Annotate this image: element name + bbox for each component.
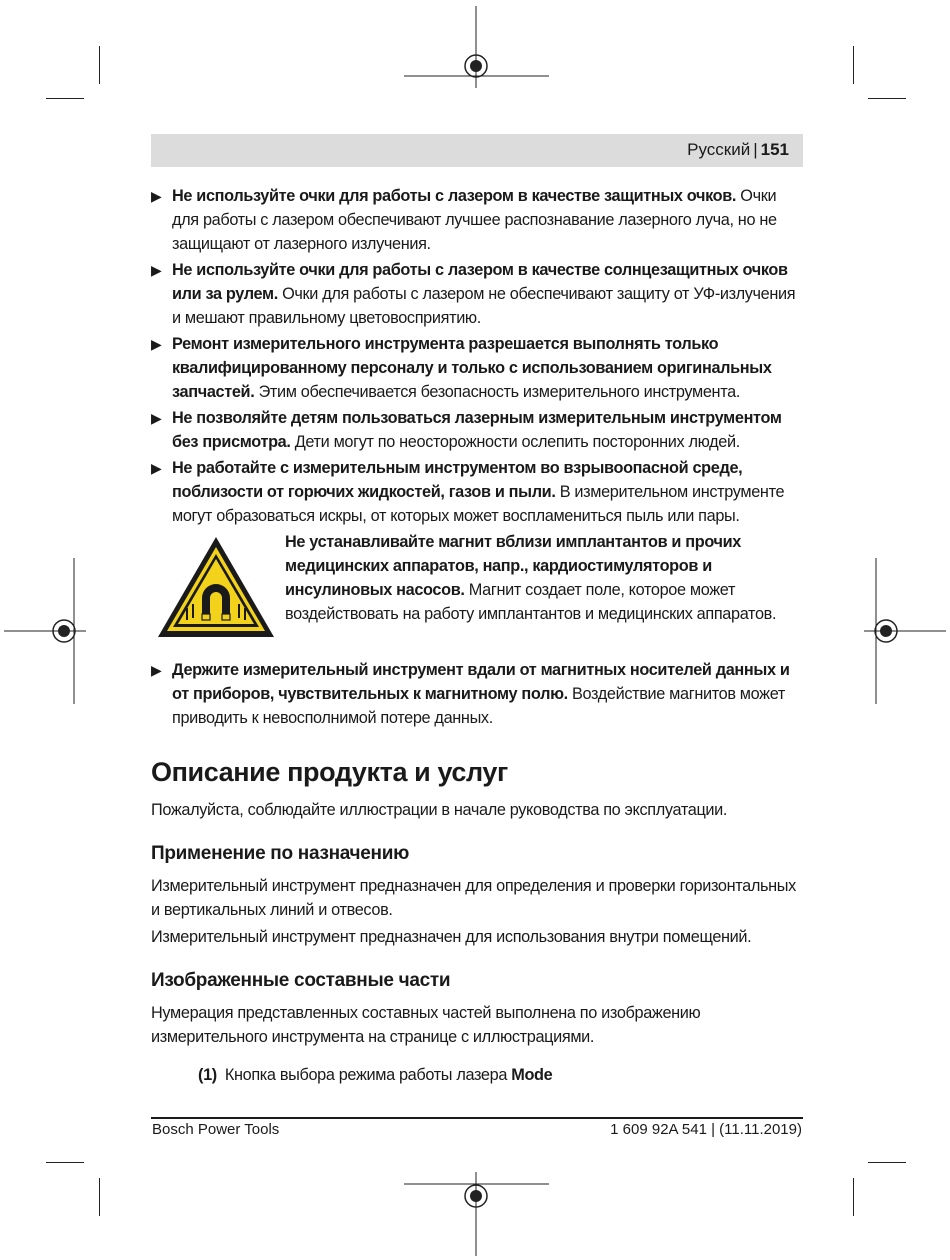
component-item — [198, 1063, 803, 1087]
components-heading: Изображенные составные части — [151, 970, 451, 991]
crop-mark — [868, 98, 906, 99]
registration-mark-icon — [404, 1172, 549, 1256]
crop-mark — [46, 1162, 84, 1163]
page-content — [151, 184, 803, 1087]
magnet-warning-bold: Не устанавливайте магнит вблизи имплантантов и прочих медицинских аппаратов, напр., кардиостимуляторов и инсулиновых насосов. — [285, 533, 741, 599]
crop-mark — [99, 1178, 100, 1216]
components-paragraph: Нумерация представленных составных частей выполнена по изображению измерительного инструмента на странице с иллюстрациями. — [151, 1004, 701, 1046]
page-header — [151, 134, 803, 167]
bullet-arrow-icon: ▶ — [151, 662, 162, 678]
component-index: (1) — [198, 1066, 217, 1084]
component-text-bold: Mode — [511, 1066, 553, 1084]
footer-divider — [151, 1117, 803, 1119]
safety-bullet — [151, 258, 803, 330]
safety-bullet — [151, 332, 803, 404]
header-text — [687, 140, 789, 160]
magnet-warning-body: Магнит создает поле, которое может воздействовать на работу имплантантов и медицинских аппаратов. — [285, 581, 777, 623]
safety-bullet — [151, 184, 803, 256]
magnet-warning-icon — [155, 534, 277, 640]
crop-mark — [853, 1178, 854, 1216]
intended-use-heading: Применение по назначению — [151, 843, 410, 864]
bullet-text: Этим обеспечивается безопасность измерительного инструмента. — [254, 383, 740, 401]
bullet-arrow-icon: ▶ — [151, 460, 162, 476]
footer-brand: Bosch Power Tools — [152, 1121, 280, 1138]
bullet-arrow-icon: ▶ — [151, 336, 162, 352]
bullet-text: Очки для работы с лазером не обеспечивают защиту от УФ-излучения и мешают правильному цветовосприятию. — [172, 285, 796, 327]
section-intro: Пожалуйста, соблюдайте иллюстрации в начале руководства по эксплуатации. — [151, 801, 728, 819]
header-separator: | — [753, 140, 758, 159]
magnet-warning — [151, 530, 803, 650]
safety-bullet — [151, 406, 803, 454]
crop-mark — [868, 1162, 906, 1163]
bullet-arrow-icon: ▶ — [151, 188, 162, 204]
registration-mark-icon — [404, 6, 549, 88]
bullet-text: Дети могут по неосторожности ослепить посторонних людей. — [290, 433, 740, 451]
bullet-bold-text: Не позволяйте детям пользоваться лазерным измерительным инструментом без присмотра. — [172, 409, 782, 451]
registration-mark-icon — [864, 558, 946, 704]
safety-bullet — [151, 658, 803, 730]
crop-mark — [853, 46, 854, 84]
page-number: 151 — [760, 140, 789, 159]
header-language: Русский — [687, 140, 751, 159]
magnet-warning-text — [285, 530, 803, 626]
component-text: Кнопка выбора режима работы лазера — [224, 1066, 512, 1084]
bullet-text: Очки для работы с лазером обеспечивают лучшее распознавание лазерного луча, но не защищают от лазерного излучения. — [172, 187, 777, 253]
bullet-bold-text: Не работайте с измерительным инструментом во взрывоопасной среде, поблизости от горючих жидкостей, газов и пыли. — [172, 459, 743, 501]
bullet-bold-text: Не используйте очки для работы с лазером в качестве защитных очков. — [172, 187, 737, 205]
section-title: Описание продукта и услуг — [151, 757, 508, 787]
crop-mark — [46, 98, 84, 99]
bullet-arrow-icon: ▶ — [151, 262, 162, 278]
registration-mark-icon — [4, 558, 86, 704]
crop-mark — [99, 46, 100, 84]
footer-doc-number: 1 609 92A 541 | (11.11.2019) — [610, 1121, 802, 1138]
bullet-arrow-icon: ▶ — [151, 410, 162, 426]
bullet-text: В измерительном инструменте могут образоваться искры, от которых может воспламениться пыль или пары. — [172, 483, 785, 525]
intended-use-paragraph: Измерительный инструмент предназначен для использования внутри помещений. — [151, 928, 752, 946]
safety-bullet — [151, 456, 803, 528]
bullet-bold-text: Держите измерительный инструмент вдали от магнитных носителей данных и от приборов, чувствительных к магнитному полю. — [172, 661, 790, 703]
bullet-bold-text: Ремонт измерительного инструмента разрешается выполнять только квалифицированному персоналу и только с использованием оригинальных запчастей. — [172, 335, 772, 401]
intended-use-paragraph: Измерительный инструмент предназначен для определения и проверки горизонтальных и вертикальных линий и отвесов. — [151, 877, 796, 919]
bullet-bold-text: Не используйте очки для работы с лазером в качестве солнцезащитных очков или за рулем. — [172, 261, 788, 303]
bullet-text: Воздействие магнитов может приводить к невосполнимой потере данных. — [172, 685, 785, 727]
